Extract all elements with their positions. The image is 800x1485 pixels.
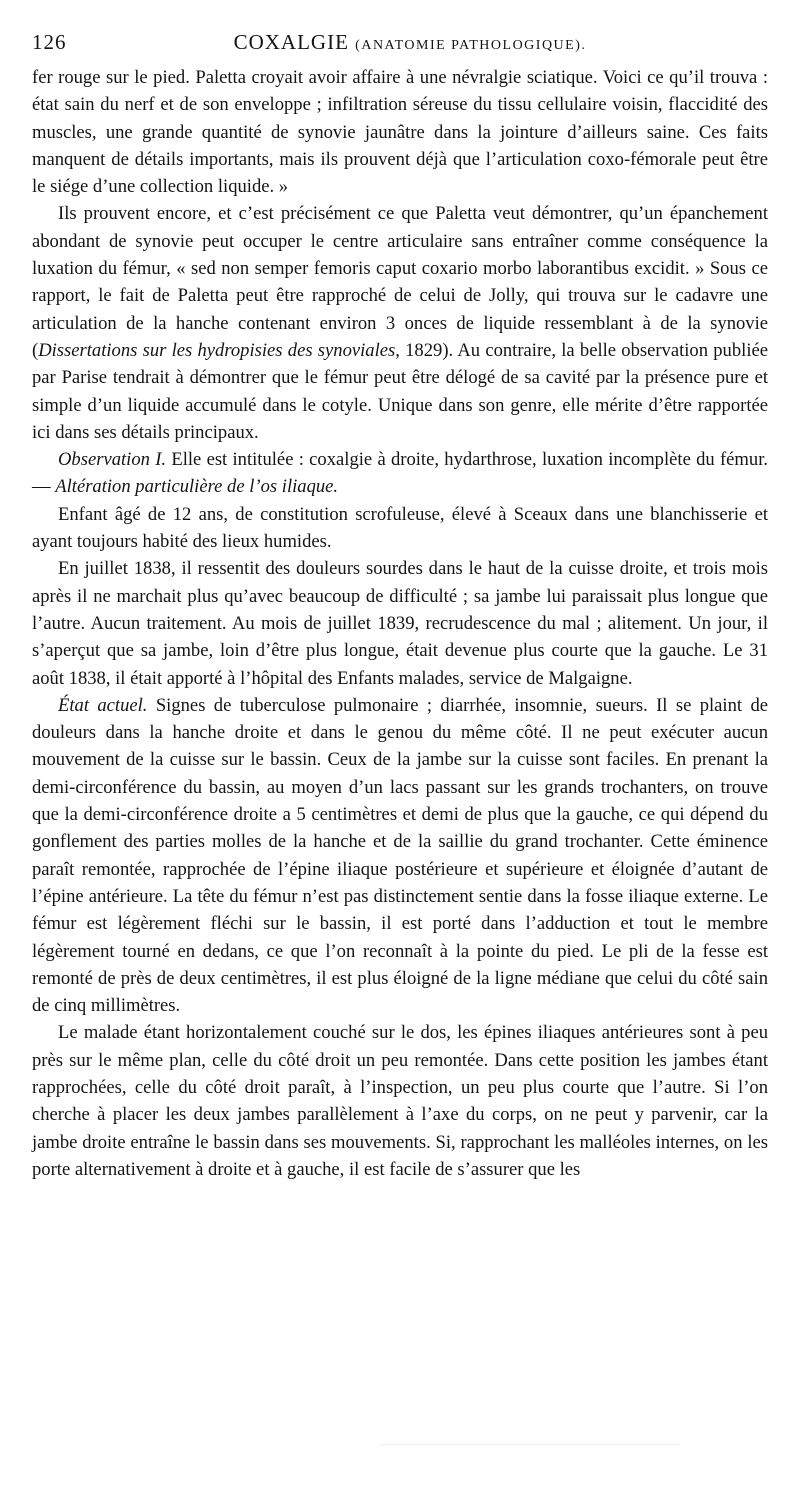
text-segment: Elle est intitulée : coxalgie à droite, hydarthrose, luxation incomplète du fémur. — — [32, 449, 769, 498]
italic-text: Altération particulière de l’os iliaque. — [55, 476, 339, 498]
running-head-subtitle: (ANATOMIE PATHOLOGIQUE). — [355, 38, 587, 53]
paragraph — [32, 555, 768, 691]
text-segment: Enfant âgé de 12 ans, de constitution scrofuleuse, élevé à Sceaux dans une blanchisserie et ayant toujours habité des lieux humides. — [32, 503, 768, 553]
paragraph — [32, 692, 768, 1020]
text-segment: , 1829). Au contraire, la belle observation publiée par Parise tendrait à démontrer que le fémur peut être délogé de sa cavité par la présence pure et simple d’un liquide accumulé dans le cotyle. Unique dans son genre, elle mérite d’être rapportée ici dans ses détails principaux. — [32, 339, 768, 443]
text-segment: fer rouge sur le pied. Paletta croyait avoir affaire à une névralgie sciatique. Voici ce qu’il trouva : état sain du nerf et de son enveloppe ; infiltration séreuse du tissu cellulaire voisin, flaccidité des muscles, une grande quantité de synovie jaunâtre dans la jointure d’ailleurs saine. Ces faits manquent de détails importants, mais ils prouvent déjà que l’articulation coxo-fémorale peut être le siége d’une collection liquide. » — [32, 67, 768, 198]
running-head-title: COXALGIE — [233, 30, 349, 54]
running-head — [52, 30, 768, 55]
page-number: 126 — [32, 30, 67, 54]
paragraph — [32, 200, 768, 446]
text-segment: Signes de tuberculose pulmonaire ; diarrhée, insomnie, sueurs. Il se plaint de douleurs dans la hanche droite et dans le genou du même côté. Il ne peut exécuter aucun mouvement de la cuisse sur le bassin. Ceux de la jambe sur la cuisse sont faciles. En prenant la demi-circonférence du bassin, au moyen d’un lacs passant sur les grands trochanters, on trouve que la demi-circonférence droite a 5 centimètres et demi de plus que la gauche, ce qui dépend du gonflement des parties molles de la hanche et de la saillie du grand trochanter. Cette éminence paraît remontée, rapprochée de l’épine iliaque postérieure et supérieure et éloignée d’autant de l’épine antérieure. La tête du fémur n’est pas distinctement sentie dans la fosse iliaque externe. Le fémur est légèrement fléchi sur le bassin, il est porté dans l’adduction et tout le membre légèrement tourné en dedans, ce que l’on reconnaît à la pointe du pied. Le pli de la fesse est remonté de près de deux centimètres, il est plus éloigné de la ligne médiane que celui du côté sain de cinq millimètres. — [32, 694, 768, 1017]
paragraph — [32, 64, 768, 200]
book-page — [32, 24, 768, 1183]
text-segment: Le malade étant horizontalement couché sur le dos, les épines iliaques antérieures sont à peu près sur le même plan, celle du côté droit un peu remontée. Dans cette position les jambes étant rapprochées, celle du côté droit paraît, à l’inspection, un peu plus courte que l’autre. Si l’on cherche à placer les deux jambes parallèlement à l’axe du corps, on ne peut y parvenir, car la jambe droite entraîne le bassin dans ses mouvements. Si, rapprochant les malléoles internes, on les porte alternativement à droite et à gauche, il est facile de s’assurer que les — [32, 1022, 768, 1180]
text-segment: Ils prouvent encore, et c’est précisément ce que Paletta veut démontrer, qu’un épanchement abondant de synovie peut occuper le centre articulaire sans entraîner comme conséquence la luxation du fémur, « sed non semper femoris caput coxario morbo laborantibus excidit. » Sous ce rapport, le fait de Paletta peut être rapproché de celui de Jolly, qui trouva sur le cadavre une articulation de la hanche contenant environ 3 onces de liquide ressemblant à de la synovie ( — [32, 203, 768, 361]
italic-text: Dissertations sur les hydropisies des synoviales — [38, 339, 396, 361]
italic-text: État actuel. — [58, 694, 148, 716]
body-text — [32, 64, 768, 1183]
paragraph — [32, 446, 768, 501]
italic-text: Observation I. — [58, 449, 167, 471]
page-header — [32, 24, 768, 58]
page-bottom-specks — [380, 1440, 680, 1445]
paragraph — [32, 1019, 768, 1183]
text-segment: En juillet 1838, il ressentit des douleurs sourdes dans le haut de la cuisse droite, et trois mois après il ne marchait plus qu’avec beaucoup de difficulté ; sa jambe lui paraissait plus longue que l’autre. Aucun traitement. Au mois de juillet 1839, recrudescence du mal ; alitement. Un jour, il s’aperçut que sa jambe, loin d’être plus longue, était devenue plus courte que la gauche. Le 31 août 1838, il était apporté à l’hôpital des Enfants malades, service de Malgaigne. — [32, 558, 768, 689]
paragraph — [32, 501, 768, 556]
